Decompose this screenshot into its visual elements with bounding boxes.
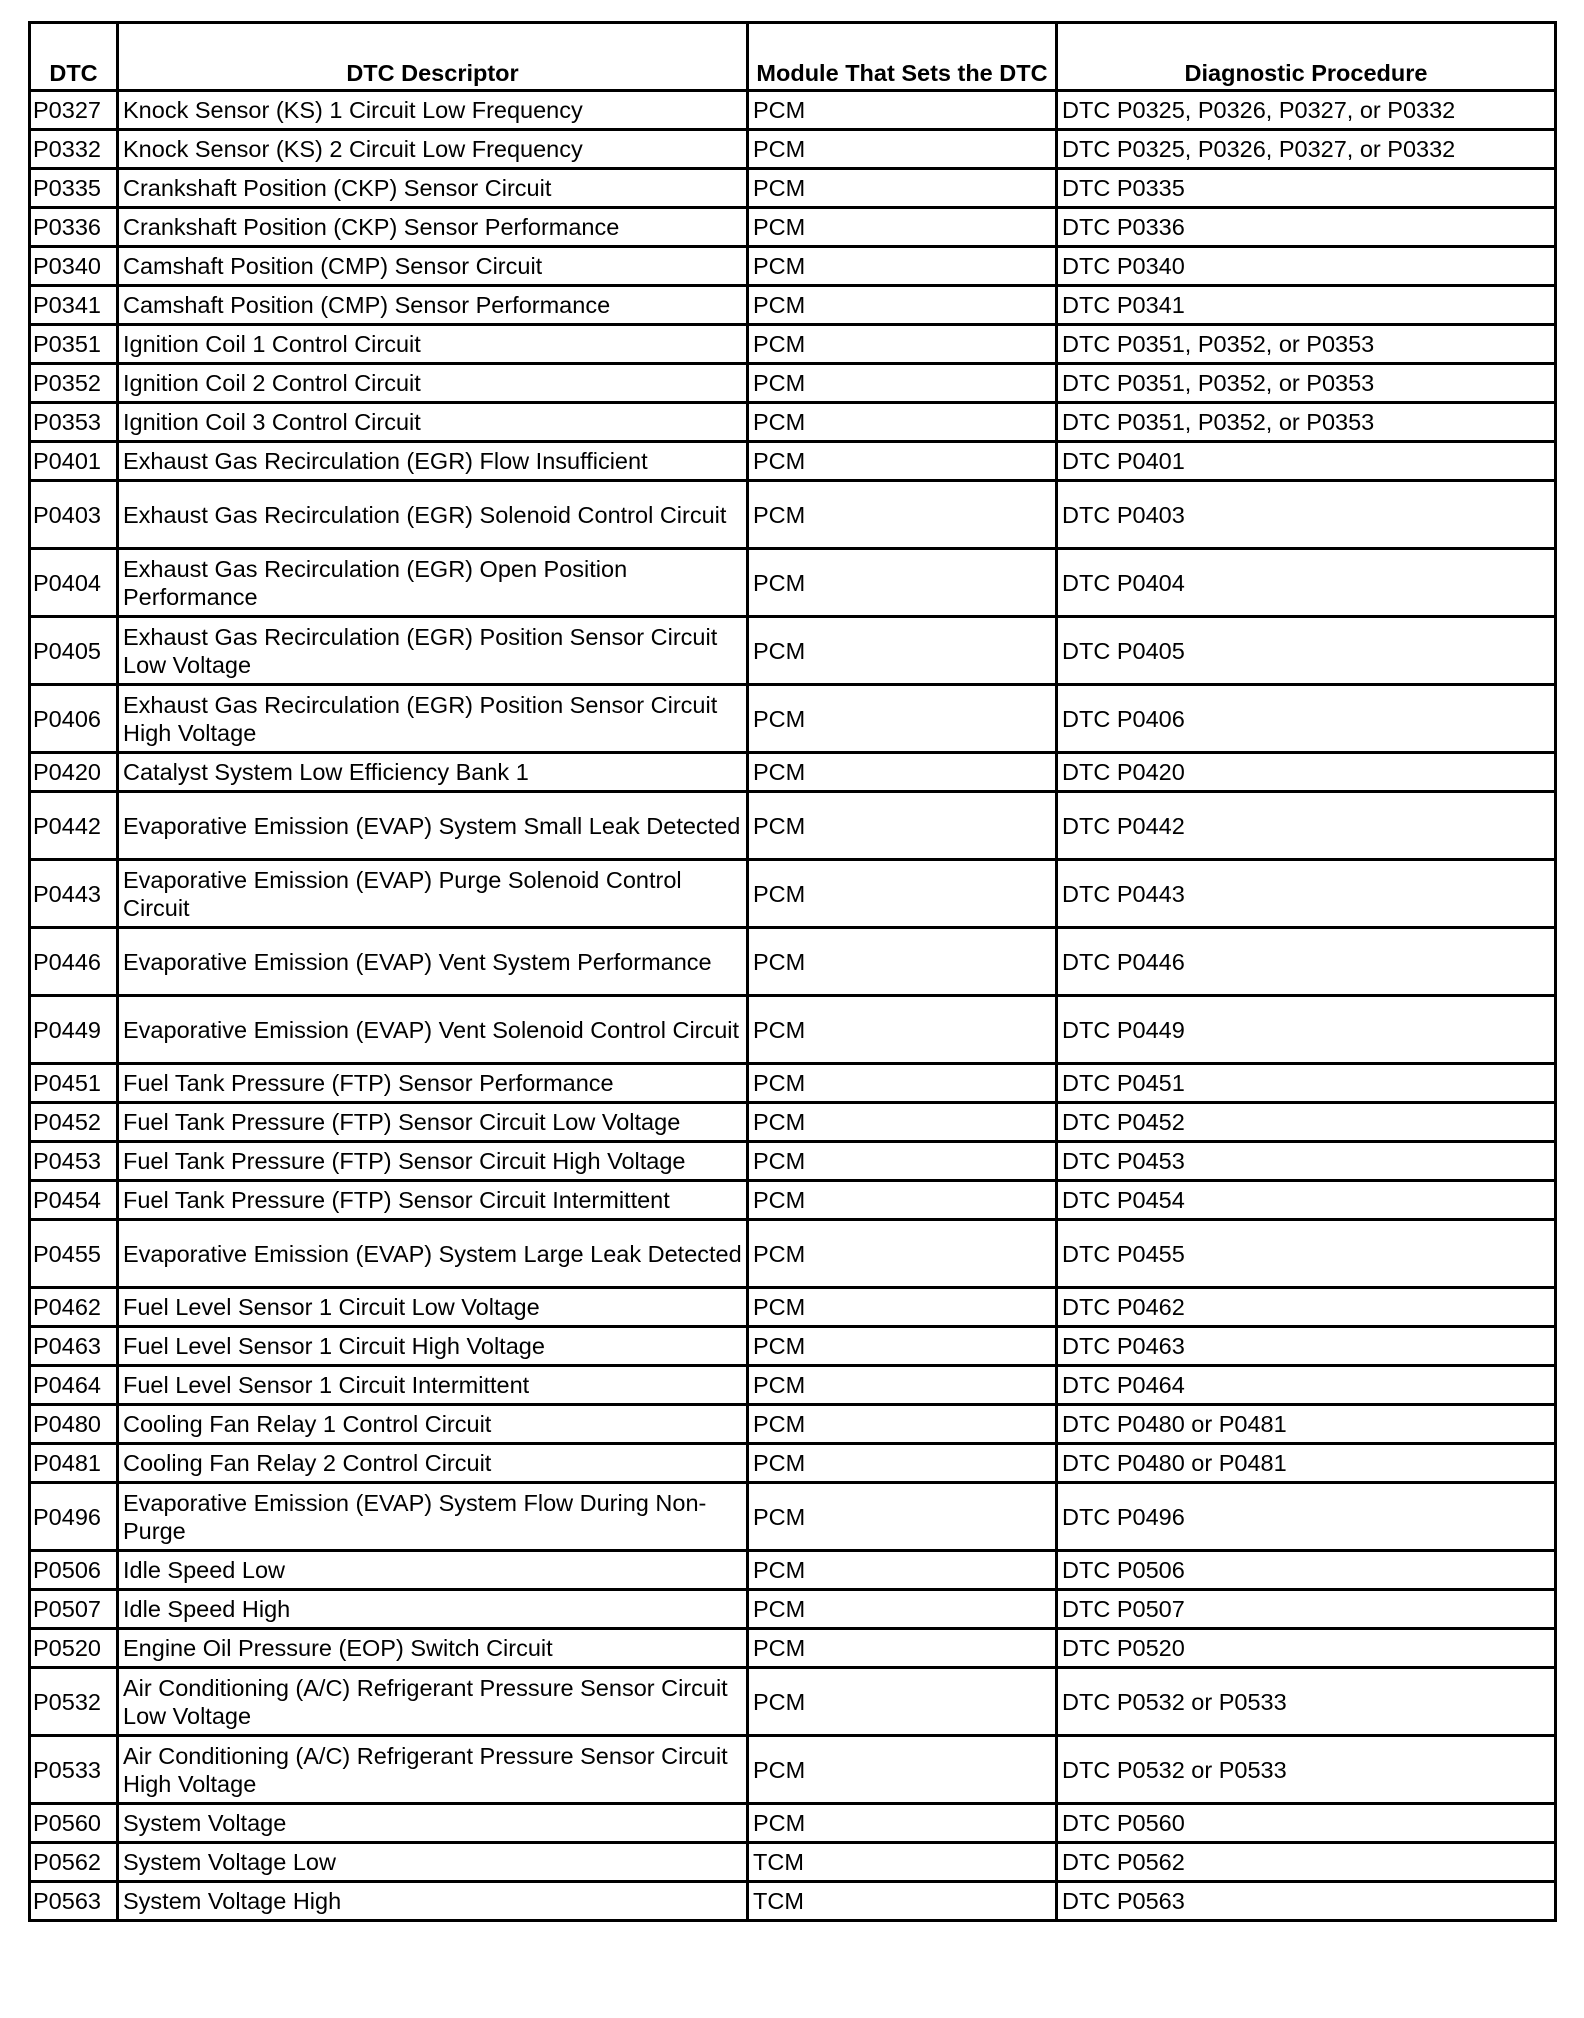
dtc-descriptor-cell: Ignition Coil 2 Control Circuit	[118, 364, 748, 403]
dtc-descriptor-cell: Evaporative Emission (EVAP) System Flow During Non-Purge	[118, 1483, 748, 1551]
dtc-code-cell: P0480	[30, 1405, 118, 1444]
dtc-descriptor-cell: Knock Sensor (KS) 1 Circuit Low Frequency	[118, 91, 748, 130]
table-row	[30, 1327, 1556, 1366]
dtc-code-cell: P0340	[30, 247, 118, 286]
module-cell: PCM	[748, 792, 1057, 860]
diagnostic-procedure-cell: DTC P0336	[1057, 208, 1556, 247]
module-cell: PCM	[748, 1483, 1057, 1551]
diagnostic-procedure-cell: DTC P0480 or P0481	[1057, 1405, 1556, 1444]
diagnostic-procedure-cell: DTC P0532 or P0533	[1057, 1668, 1556, 1736]
module-cell: PCM	[748, 1327, 1057, 1366]
module-cell: PCM	[748, 1181, 1057, 1220]
dtc-descriptor-cell: Fuel Tank Pressure (FTP) Sensor Circuit Low Voltage	[118, 1103, 748, 1142]
module-cell: PCM	[748, 860, 1057, 928]
module-cell: PCM	[748, 1064, 1057, 1103]
dtc-code-cell: P0352	[30, 364, 118, 403]
module-cell: TCM	[748, 1882, 1057, 1921]
table-row	[30, 1551, 1556, 1590]
diagnostic-procedure-cell: DTC P0520	[1057, 1629, 1556, 1668]
dtc-code-cell: P0443	[30, 860, 118, 928]
module-cell: PCM	[748, 1629, 1057, 1668]
module-cell: PCM	[748, 617, 1057, 685]
dtc-descriptor-cell: Catalyst System Low Efficiency Bank 1	[118, 753, 748, 792]
diagnostic-procedure-cell: DTC P0340	[1057, 247, 1556, 286]
table-row	[30, 928, 1556, 996]
table-row	[30, 1843, 1556, 1882]
dtc-code-cell: P0454	[30, 1181, 118, 1220]
diagnostic-procedure-cell: DTC P0453	[1057, 1142, 1556, 1181]
table-row	[30, 130, 1556, 169]
module-cell: PCM	[748, 403, 1057, 442]
module-cell: PCM	[748, 1444, 1057, 1483]
diagnostic-procedure-cell: DTC P0462	[1057, 1288, 1556, 1327]
dtc-code-cell: P0446	[30, 928, 118, 996]
dtc-descriptor-cell: Exhaust Gas Recirculation (EGR) Open Position Performance	[118, 549, 748, 617]
diagnostic-procedure-cell: DTC P0532 or P0533	[1057, 1736, 1556, 1804]
dtc-code-cell: P0560	[30, 1804, 118, 1843]
table-row	[30, 1405, 1556, 1444]
dtc-descriptor-cell: Idle Speed Low	[118, 1551, 748, 1590]
dtc-code-cell: P0335	[30, 169, 118, 208]
dtc-descriptor-cell: Evaporative Emission (EVAP) Vent Solenoid Control Circuit	[118, 996, 748, 1064]
dtc-code-cell: P0451	[30, 1064, 118, 1103]
dtc-descriptor-cell: Idle Speed High	[118, 1590, 748, 1629]
dtc-descriptor-cell: Evaporative Emission (EVAP) System Large Leak Detected	[118, 1220, 748, 1288]
dtc-code-cell: P0463	[30, 1327, 118, 1366]
header-dtc: DTC	[30, 23, 118, 91]
module-cell: PCM	[748, 1405, 1057, 1444]
dtc-code-cell: P0405	[30, 617, 118, 685]
diagnostic-procedure-cell: DTC P0325, P0326, P0327, or P0332	[1057, 91, 1556, 130]
dtc-descriptor-cell: Fuel Level Sensor 1 Circuit Intermittent	[118, 1366, 748, 1405]
diagnostic-procedure-cell: DTC P0449	[1057, 996, 1556, 1064]
dtc-descriptor-cell: Fuel Tank Pressure (FTP) Sensor Circuit Intermittent	[118, 1181, 748, 1220]
dtc-code-cell: P0353	[30, 403, 118, 442]
diagnostic-procedure-cell: DTC P0325, P0326, P0327, or P0332	[1057, 130, 1556, 169]
diagnostic-procedure-cell: DTC P0404	[1057, 549, 1556, 617]
diagnostic-procedure-cell: DTC P0464	[1057, 1366, 1556, 1405]
table-row	[30, 442, 1556, 481]
dtc-code-cell: P0563	[30, 1882, 118, 1921]
table-row	[30, 1629, 1556, 1668]
dtc-descriptor-cell: Fuel Level Sensor 1 Circuit High Voltage	[118, 1327, 748, 1366]
module-cell: PCM	[748, 286, 1057, 325]
module-cell: PCM	[748, 1590, 1057, 1629]
module-cell: PCM	[748, 481, 1057, 549]
diagnostic-procedure-cell: DTC P0562	[1057, 1843, 1556, 1882]
module-cell: PCM	[748, 325, 1057, 364]
dtc-code-cell: P0496	[30, 1483, 118, 1551]
diagnostic-procedure-cell: DTC P0351, P0352, or P0353	[1057, 364, 1556, 403]
table-row	[30, 753, 1556, 792]
table-row	[30, 1736, 1556, 1804]
module-cell: PCM	[748, 1220, 1057, 1288]
dtc-code-cell: P0507	[30, 1590, 118, 1629]
table-row	[30, 1142, 1556, 1181]
table-row	[30, 1804, 1556, 1843]
dtc-code-cell: P0404	[30, 549, 118, 617]
dtc-descriptor-cell: Camshaft Position (CMP) Sensor Performance	[118, 286, 748, 325]
diagnostic-procedure-cell: DTC P0335	[1057, 169, 1556, 208]
dtc-code-cell: P0520	[30, 1629, 118, 1668]
dtc-descriptor-cell: Air Conditioning (A/C) Refrigerant Pressure Sensor Circuit Low Voltage	[118, 1668, 748, 1736]
table-row	[30, 169, 1556, 208]
module-cell: PCM	[748, 685, 1057, 753]
table-row	[30, 617, 1556, 685]
module-cell: PCM	[748, 130, 1057, 169]
module-cell: PCM	[748, 91, 1057, 130]
table-row	[30, 247, 1556, 286]
dtc-code-cell: P0336	[30, 208, 118, 247]
table-row	[30, 481, 1556, 549]
module-cell: PCM	[748, 1736, 1057, 1804]
header-diagnostic-procedure: Diagnostic Procedure	[1057, 23, 1556, 91]
diagnostic-procedure-cell: DTC P0401	[1057, 442, 1556, 481]
module-cell: PCM	[748, 1668, 1057, 1736]
diagnostic-procedure-cell: DTC P0420	[1057, 753, 1556, 792]
header-module: Module That Sets the DTC	[748, 23, 1057, 91]
table-row	[30, 860, 1556, 928]
header-dtc-descriptor: DTC Descriptor	[118, 23, 748, 91]
diagnostic-procedure-cell: DTC P0406	[1057, 685, 1556, 753]
module-cell: PCM	[748, 753, 1057, 792]
dtc-code-cell: P0420	[30, 753, 118, 792]
dtc-code-cell: P0455	[30, 1220, 118, 1288]
dtc-code-cell: P0403	[30, 481, 118, 549]
dtc-descriptor-cell: Exhaust Gas Recirculation (EGR) Position Sensor Circuit Low Voltage	[118, 617, 748, 685]
module-cell: PCM	[748, 996, 1057, 1064]
dtc-descriptor-cell: System Voltage Low	[118, 1843, 748, 1882]
module-cell: PCM	[748, 1288, 1057, 1327]
dtc-code-cell: P0453	[30, 1142, 118, 1181]
diagnostic-procedure-cell: DTC P0455	[1057, 1220, 1556, 1288]
dtc-descriptor-cell: Crankshaft Position (CKP) Sensor Performance	[118, 208, 748, 247]
dtc-table	[28, 21, 1557, 1922]
table-row	[30, 364, 1556, 403]
table-row	[30, 549, 1556, 617]
diagnostic-procedure-cell: DTC P0351, P0352, or P0353	[1057, 403, 1556, 442]
table-header-row	[30, 23, 1556, 91]
dtc-code-cell: P0462	[30, 1288, 118, 1327]
table-row	[30, 1483, 1556, 1551]
diagnostic-procedure-cell: DTC P0403	[1057, 481, 1556, 549]
dtc-descriptor-cell: System Voltage High	[118, 1882, 748, 1921]
dtc-descriptor-cell: Fuel Tank Pressure (FTP) Sensor Performance	[118, 1064, 748, 1103]
diagnostic-procedure-cell: DTC P0446	[1057, 928, 1556, 996]
dtc-descriptor-cell: Exhaust Gas Recirculation (EGR) Position Sensor Circuit High Voltage	[118, 685, 748, 753]
dtc-code-cell: P0401	[30, 442, 118, 481]
module-cell: PCM	[748, 1142, 1057, 1181]
dtc-code-cell: P0351	[30, 325, 118, 364]
dtc-code-cell: P0406	[30, 685, 118, 753]
table-row	[30, 1882, 1556, 1921]
dtc-descriptor-cell: Air Conditioning (A/C) Refrigerant Pressure Sensor Circuit High Voltage	[118, 1736, 748, 1804]
table-row	[30, 1288, 1556, 1327]
diagnostic-procedure-cell: DTC P0351, P0352, or P0353	[1057, 325, 1556, 364]
module-cell: PCM	[748, 1366, 1057, 1405]
table-row	[30, 1590, 1556, 1629]
dtc-descriptor-cell: Fuel Tank Pressure (FTP) Sensor Circuit High Voltage	[118, 1142, 748, 1181]
module-cell: PCM	[748, 247, 1057, 286]
module-cell: PCM	[748, 364, 1057, 403]
dtc-code-cell: P0332	[30, 130, 118, 169]
dtc-descriptor-cell: Ignition Coil 1 Control Circuit	[118, 325, 748, 364]
table-row	[30, 1064, 1556, 1103]
dtc-descriptor-cell: Crankshaft Position (CKP) Sensor Circuit	[118, 169, 748, 208]
diagnostic-procedure-cell: DTC P0451	[1057, 1064, 1556, 1103]
dtc-code-cell: P0533	[30, 1736, 118, 1804]
table-row	[30, 1103, 1556, 1142]
dtc-descriptor-cell: Exhaust Gas Recirculation (EGR) Solenoid Control Circuit	[118, 481, 748, 549]
diagnostic-procedure-cell: DTC P0452	[1057, 1103, 1556, 1142]
dtc-descriptor-cell: Ignition Coil 3 Control Circuit	[118, 403, 748, 442]
dtc-descriptor-cell: Cooling Fan Relay 2 Control Circuit	[118, 1444, 748, 1483]
table-row	[30, 1366, 1556, 1405]
dtc-code-cell: P0449	[30, 996, 118, 1064]
dtc-descriptor-cell: Exhaust Gas Recirculation (EGR) Flow Insufficient	[118, 442, 748, 481]
table-row	[30, 325, 1556, 364]
module-cell: PCM	[748, 928, 1057, 996]
module-cell: PCM	[748, 169, 1057, 208]
table-row	[30, 208, 1556, 247]
diagnostic-procedure-cell: DTC P0480 or P0481	[1057, 1444, 1556, 1483]
table-row	[30, 1220, 1556, 1288]
table-row	[30, 996, 1556, 1064]
diagnostic-procedure-cell: DTC P0563	[1057, 1882, 1556, 1921]
dtc-descriptor-cell: Cooling Fan Relay 1 Control Circuit	[118, 1405, 748, 1444]
dtc-descriptor-cell: Knock Sensor (KS) 2 Circuit Low Frequency	[118, 130, 748, 169]
dtc-code-cell: P0532	[30, 1668, 118, 1736]
table-row	[30, 685, 1556, 753]
dtc-code-cell: P0562	[30, 1843, 118, 1882]
dtc-descriptor-cell: Evaporative Emission (EVAP) System Small Leak Detected	[118, 792, 748, 860]
module-cell: PCM	[748, 1804, 1057, 1843]
dtc-descriptor-cell: Camshaft Position (CMP) Sensor Circuit	[118, 247, 748, 286]
dtc-code-cell: P0341	[30, 286, 118, 325]
table-row	[30, 1444, 1556, 1483]
table-row	[30, 1668, 1556, 1736]
dtc-code-cell: P0481	[30, 1444, 118, 1483]
diagnostic-procedure-cell: DTC P0463	[1057, 1327, 1556, 1366]
table-row	[30, 286, 1556, 325]
dtc-descriptor-cell: Evaporative Emission (EVAP) Purge Solenoid Control Circuit	[118, 860, 748, 928]
dtc-descriptor-cell: System Voltage	[118, 1804, 748, 1843]
dtc-code-cell: P0442	[30, 792, 118, 860]
diagnostic-procedure-cell: DTC P0496	[1057, 1483, 1556, 1551]
diagnostic-procedure-cell: DTC P0442	[1057, 792, 1556, 860]
diagnostic-procedure-cell: DTC P0405	[1057, 617, 1556, 685]
dtc-descriptor-cell: Fuel Level Sensor 1 Circuit Low Voltage	[118, 1288, 748, 1327]
module-cell: PCM	[748, 549, 1057, 617]
dtc-code-cell: P0452	[30, 1103, 118, 1142]
diagnostic-procedure-cell: DTC P0443	[1057, 860, 1556, 928]
diagnostic-procedure-cell: DTC P0507	[1057, 1590, 1556, 1629]
module-cell: TCM	[748, 1843, 1057, 1882]
dtc-descriptor-cell: Evaporative Emission (EVAP) Vent System Performance	[118, 928, 748, 996]
module-cell: PCM	[748, 208, 1057, 247]
module-cell: PCM	[748, 1103, 1057, 1142]
diagnostic-procedure-cell: DTC P0506	[1057, 1551, 1556, 1590]
table-row	[30, 1181, 1556, 1220]
diagnostic-procedure-cell: DTC P0560	[1057, 1804, 1556, 1843]
diagnostic-procedure-cell: DTC P0341	[1057, 286, 1556, 325]
module-cell: PCM	[748, 442, 1057, 481]
table-row	[30, 403, 1556, 442]
table-row	[30, 792, 1556, 860]
dtc-code-cell: P0327	[30, 91, 118, 130]
dtc-descriptor-cell: Engine Oil Pressure (EOP) Switch Circuit	[118, 1629, 748, 1668]
table-body	[30, 91, 1556, 1921]
dtc-code-cell: P0464	[30, 1366, 118, 1405]
dtc-code-cell: P0506	[30, 1551, 118, 1590]
table-row	[30, 91, 1556, 130]
module-cell: PCM	[748, 1551, 1057, 1590]
diagnostic-procedure-cell: DTC P0454	[1057, 1181, 1556, 1220]
